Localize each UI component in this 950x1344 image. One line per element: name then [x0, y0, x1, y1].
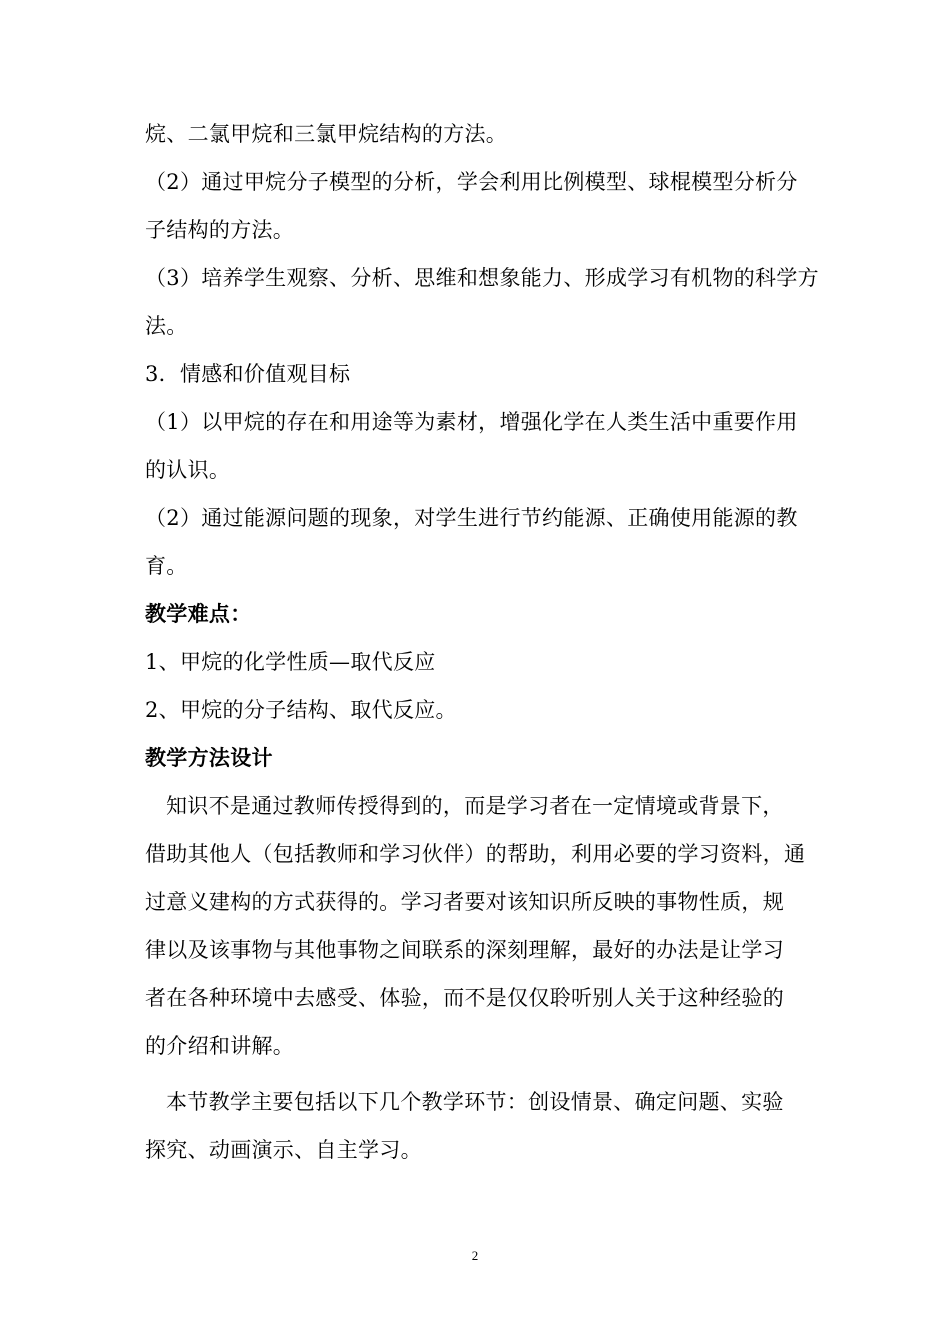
text-line: 者在各种环境中去感受、体验，而不是仅仅聆听别人关于这种经验的 — [145, 986, 784, 1010]
page-number: 2 — [471, 1248, 479, 1263]
text-line: （2）通过能源问题的现象，对学生进行节约能源、正确使用能源的教 — [145, 506, 798, 530]
section-heading-difficulties: 教学难点： — [145, 602, 252, 626]
text-line: 的认识。 — [145, 458, 231, 482]
text-line: 法。 — [145, 314, 188, 338]
text-line: 借助其他人（包括教师和学习伙伴）的帮助，利用必要的学习资料，通 — [145, 842, 806, 866]
text-line: （3）培养学生观察、分析、思维和想象能力、形成学习有机物的科学方 — [145, 266, 819, 290]
paragraph-first-line: 本节教学主要包括以下几个教学环节：创设情景、确定问题、实验 — [166, 1090, 784, 1114]
text-line: 1、甲烷的化学性质—取代反应 — [145, 650, 436, 674]
text-line: 烷、二氯甲烷和三氯甲烷结构的方法。 — [145, 122, 508, 146]
text-line: （1）以甲烷的存在和用途等为素材，增强化学在人类生活中重要作用 — [145, 410, 798, 434]
text-line: 育。 — [145, 554, 188, 578]
document-body — [145, 110, 819, 1174]
section-subheading: 3．情感和价值观目标 — [145, 362, 351, 386]
text-line: 的介绍和讲解。 — [145, 1034, 295, 1058]
text-line: （2）通过甲烷分子模型的分析，学会利用比例模型、球棍模型分析分 — [145, 170, 798, 194]
text-line: 律以及该事物与其他事物之间联系的深刻理解，最好的办法是让学习 — [145, 938, 784, 962]
text-line: 探究、动画演示、自主学习。 — [145, 1138, 422, 1162]
paragraph-first-line: 知识不是通过教师传授得到的，而是学习者在一定情境或背景下， — [166, 794, 784, 818]
text-line: 过意义建构的方式获得的。学习者要对该知识所反映的事物性质，规 — [145, 890, 784, 914]
text-line: 2、甲烷的分子结构、取代反应。 — [145, 698, 457, 722]
text-line: 子结构的方法。 — [145, 218, 295, 242]
section-heading-method-design: 教学方法设计 — [145, 746, 273, 770]
